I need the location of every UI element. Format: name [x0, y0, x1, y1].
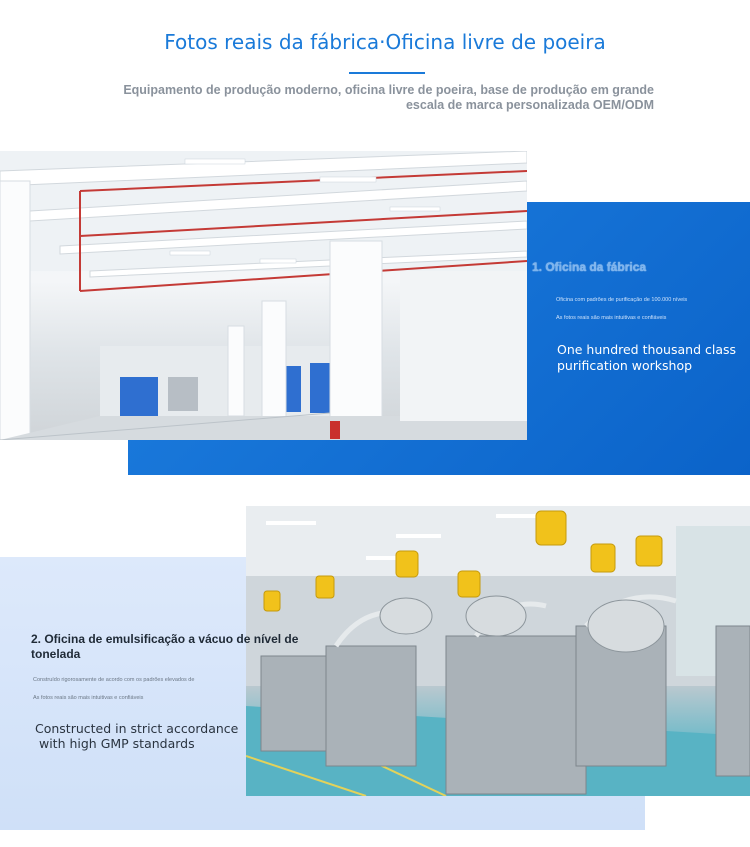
subtitle-line-1: Equipamento de produção moderno, oficina livre de poeira, base de produção em grande [123, 83, 654, 97]
title-divider [349, 72, 425, 74]
workshop-illustration [0, 151, 527, 440]
section2-english-caption [35, 721, 255, 751]
section1-caption-2: As fotos reais são mais intuitivas e confiáveis [556, 315, 667, 321]
factory-workshop-photo [0, 151, 527, 440]
section1-english-caption [557, 342, 747, 374]
section2-english-line-2: with high GMP standards [35, 736, 195, 751]
page-subtitle [110, 83, 654, 113]
section1-caption-1: Oficina com padrões de purificação de 100.000 níveis [556, 297, 688, 303]
page-title: Fotos reais da fábrica·Oficina livre de poeira [164, 30, 606, 54]
section2-caption-1: Construído rigorosamente de acordo com os padrões elevados de [33, 677, 195, 683]
section1-english-line-2: purification workshop [557, 358, 693, 373]
section2-caption-2: As fotos reais são mais intuitivas e confiáveis [33, 695, 144, 701]
section1-heading: 1. Oficina da fábrica [532, 260, 647, 274]
section1-english-line-1: One hundred thousand class [557, 342, 737, 357]
section2-heading: 2. Oficina de emulsificação a vácuo de nível de tonelada [31, 632, 299, 661]
subtitle-line-2: escala de marca personalizada OEM/ODM [405, 98, 654, 112]
section2-english-line-1: Constructed in strict accordance [35, 721, 239, 736]
